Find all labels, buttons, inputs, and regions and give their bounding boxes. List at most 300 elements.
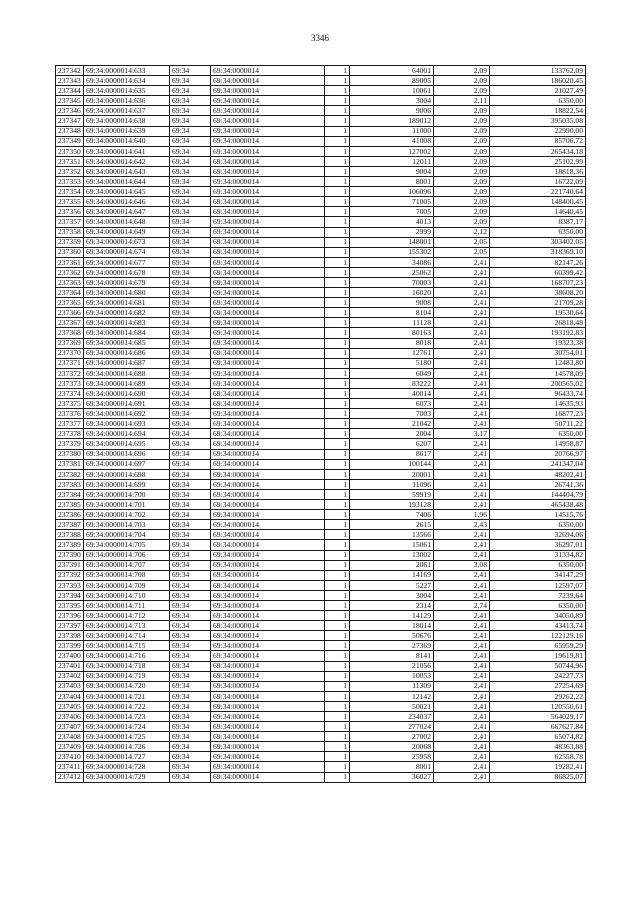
table-row [56, 671, 586, 681]
cadastral-number-cell: 69:34:0000014:728 [84, 762, 170, 772]
cadastral-value-cell: 48202,41 [490, 469, 586, 479]
area-cell: 18014 [350, 621, 434, 631]
area-cell: 155302 [350, 247, 434, 257]
cadastral-number-cell: 69:34:0000014:724 [84, 722, 170, 732]
cadastral-block-cell: 69:34:0000014 [211, 540, 325, 550]
table-row [56, 469, 586, 479]
count-cell: 1 [325, 449, 350, 459]
table-row [56, 479, 586, 489]
rate-cell: 2,41 [434, 318, 490, 328]
cadastral-block-cell: 69:34:0000014 [211, 600, 325, 610]
cadastral-number-cell: 69:34:0000014:633 [84, 66, 170, 76]
rate-cell: 2,09 [434, 166, 490, 176]
area-cell: 12761 [350, 348, 434, 358]
count-cell: 1 [325, 156, 350, 166]
row-number-cell: 237377 [56, 419, 84, 429]
count-cell: 1 [325, 227, 350, 237]
count-cell: 1 [325, 510, 350, 520]
row-number-cell: 237368 [56, 328, 84, 338]
cadastral-block-cell: 69:34:0000014 [211, 298, 325, 308]
row-number-cell: 237382 [56, 469, 84, 479]
cadastral-block-cell: 69:34:0000014 [211, 671, 325, 681]
row-number-cell: 237398 [56, 631, 84, 641]
rate-cell: 2,41 [434, 489, 490, 499]
cadastral-number-cell: 69:34:0000014:707 [84, 560, 170, 570]
area-cell: 2004 [350, 429, 434, 439]
region-code-cell: 69:34 [170, 389, 211, 399]
cadastral-block-cell: 69:34:0000014 [211, 732, 325, 742]
count-cell: 1 [325, 136, 350, 146]
cadastral-block-cell: 69:34:0000014 [211, 358, 325, 368]
cadastral-value-cell: 12483,80 [490, 358, 586, 368]
count-cell: 1 [325, 96, 350, 106]
count-cell: 1 [325, 328, 350, 338]
cadastral-number-cell: 69:34:0000014:690 [84, 389, 170, 399]
cadastral-number-cell: 69:34:0000014:691 [84, 399, 170, 409]
rate-cell: 2,41 [434, 399, 490, 409]
cadastral-number-cell: 69:34:0000014:637 [84, 106, 170, 116]
rate-cell: 3,08 [434, 560, 490, 570]
cadastral-block-cell: 69:34:0000014 [211, 86, 325, 96]
rate-cell: 2,41 [434, 479, 490, 489]
table-row [56, 611, 586, 621]
count-cell: 1 [325, 318, 350, 328]
region-code-cell: 69:34 [170, 651, 211, 661]
row-number-cell: 237354 [56, 187, 84, 197]
rate-cell: 2,09 [434, 126, 490, 136]
table-row [56, 66, 586, 76]
cadastral-block-cell: 69:34:0000014 [211, 459, 325, 469]
rate-cell: 2,41 [434, 550, 490, 560]
cadastral-block-cell: 69:34:0000014 [211, 197, 325, 207]
cadastral-block-cell: 69:34:0000014 [211, 277, 325, 287]
table-row [56, 146, 586, 156]
table-row [56, 247, 586, 257]
area-cell: 12142 [350, 691, 434, 701]
region-code-cell: 69:34 [170, 106, 211, 116]
cadastral-block-cell: 69:34:0000014 [211, 66, 325, 76]
table-body [56, 66, 586, 783]
cadastral-number-cell: 69:34:0000014:726 [84, 742, 170, 752]
cadastral-value-cell: 200565,02 [490, 378, 586, 388]
region-code-cell: 69:34 [170, 429, 211, 439]
rate-cell: 2,41 [434, 641, 490, 651]
cadastral-value-cell: 18818,36 [490, 166, 586, 176]
table-row [56, 237, 586, 247]
area-cell: 7003 [350, 409, 434, 419]
count-cell: 1 [325, 560, 350, 570]
table-row [56, 399, 586, 409]
table-row [56, 217, 586, 227]
region-code-cell: 69:34 [170, 197, 211, 207]
rate-cell: 2,09 [434, 86, 490, 96]
table-row [56, 570, 586, 580]
cadastral-value-cell: 14958,87 [490, 439, 586, 449]
row-number-cell: 237372 [56, 368, 84, 378]
region-code-cell: 69:34 [170, 318, 211, 328]
rate-cell: 2,41 [434, 752, 490, 762]
cadastral-number-cell: 69:34:0000014:681 [84, 298, 170, 308]
rate-cell: 2,41 [434, 701, 490, 711]
cadastral-block-cell: 69:34:0000014 [211, 237, 325, 247]
cadastral-number-cell: 69:34:0000014:710 [84, 590, 170, 600]
region-code-cell: 69:34 [170, 489, 211, 499]
area-cell: 80163 [350, 328, 434, 338]
cadastral-block-cell: 69:34:0000014 [211, 187, 325, 197]
cadastral-number-cell: 69:34:0000014:636 [84, 96, 170, 106]
row-number-cell: 237378 [56, 429, 84, 439]
table-row [56, 257, 586, 267]
row-number-cell: 237409 [56, 742, 84, 752]
count-cell: 1 [325, 459, 350, 469]
table-row [56, 106, 586, 116]
row-number-cell: 237393 [56, 580, 84, 590]
rate-cell: 2,41 [434, 277, 490, 287]
area-cell: 13566 [350, 530, 434, 540]
count-cell: 1 [325, 742, 350, 752]
row-number-cell: 237406 [56, 712, 84, 722]
cadastral-value-cell: 96433,74 [490, 389, 586, 399]
table-row [56, 156, 586, 166]
cadastral-block-cell: 69:34:0000014 [211, 510, 325, 520]
area-cell: 2999 [350, 227, 434, 237]
cadastral-value-cell: 667627,84 [490, 722, 586, 732]
row-number-cell: 237348 [56, 126, 84, 136]
region-code-cell: 69:34 [170, 469, 211, 479]
region-code-cell: 69:34 [170, 550, 211, 560]
area-cell: 14169 [350, 570, 434, 580]
area-cell: 41008 [350, 136, 434, 146]
cadastral-number-cell: 69:34:0000014:705 [84, 540, 170, 550]
cadastral-block-cell: 69:34:0000014 [211, 520, 325, 530]
count-cell: 1 [325, 298, 350, 308]
count-cell: 1 [325, 489, 350, 499]
row-number-cell: 237384 [56, 489, 84, 499]
area-cell: 7005 [350, 207, 434, 217]
row-number-cell: 237349 [56, 136, 84, 146]
area-cell: 16020 [350, 288, 434, 298]
count-cell: 1 [325, 429, 350, 439]
area-cell: 2615 [350, 520, 434, 530]
table-row [56, 267, 586, 277]
row-number-cell: 237379 [56, 439, 84, 449]
table-row [56, 298, 586, 308]
row-number-cell: 237356 [56, 207, 84, 217]
table-row [56, 722, 586, 732]
cadastral-value-cell: 6350,00 [490, 600, 586, 610]
region-code-cell: 69:34 [170, 590, 211, 600]
cadastral-number-cell: 69:34:0000014:641 [84, 146, 170, 156]
table-row [56, 389, 586, 399]
rate-cell: 2,41 [434, 540, 490, 550]
row-number-cell: 237408 [56, 732, 84, 742]
cadastral-value-cell: 27254,69 [490, 681, 586, 691]
row-number-cell: 237403 [56, 681, 84, 691]
rate-cell: 2,41 [434, 732, 490, 742]
table-row [56, 752, 586, 762]
area-cell: 5227 [350, 580, 434, 590]
cadastral-value-cell: 25102,99 [490, 156, 586, 166]
region-code-cell: 69:34 [170, 621, 211, 631]
cadastral-block-cell: 69:34:0000014 [211, 560, 325, 570]
area-cell: 10053 [350, 671, 434, 681]
table-row [56, 540, 586, 550]
cadastral-block-cell: 69:34:0000014 [211, 368, 325, 378]
region-code-cell: 69:34 [170, 691, 211, 701]
cadastral-block-cell: 69:34:0000014 [211, 722, 325, 732]
area-cell: 25958 [350, 752, 434, 762]
cadastral-number-cell: 69:34:0000014:674 [84, 247, 170, 257]
count-cell: 1 [325, 712, 350, 722]
count-cell: 1 [325, 277, 350, 287]
row-number-cell: 237388 [56, 530, 84, 540]
cadastral-number-cell: 69:34:0000014:679 [84, 277, 170, 287]
row-number-cell: 237352 [56, 166, 84, 176]
region-code-cell: 69:34 [170, 399, 211, 409]
cadastral-value-cell: 34050,89 [490, 611, 586, 621]
rate-cell: 2,41 [434, 257, 490, 267]
rate-cell: 2,41 [434, 570, 490, 580]
rate-cell: 2,74 [434, 600, 490, 610]
table-row [56, 681, 586, 691]
cadastral-block-cell: 69:34:0000014 [211, 177, 325, 187]
area-cell: 70003 [350, 277, 434, 287]
cadastral-number-cell: 69:34:0000014:701 [84, 500, 170, 510]
cadastral-number-cell: 69:34:0000014:635 [84, 86, 170, 96]
count-cell: 1 [325, 500, 350, 510]
table-row [56, 328, 586, 338]
cadastral-value-cell: 86825,07 [490, 772, 586, 782]
area-cell: 13002 [350, 550, 434, 560]
cadastral-number-cell: 69:34:0000014:645 [84, 187, 170, 197]
table-row [56, 197, 586, 207]
area-cell: 50676 [350, 631, 434, 641]
cadastral-value-cell: 7239,64 [490, 590, 586, 600]
table-row [56, 651, 586, 661]
row-number-cell: 237397 [56, 621, 84, 631]
table-row [56, 338, 586, 348]
table-row [56, 348, 586, 358]
cadastral-value-cell: 38608,20 [490, 288, 586, 298]
cadastral-number-cell: 69:34:0000014:634 [84, 76, 170, 86]
region-code-cell: 69:34 [170, 419, 211, 429]
table-row [56, 641, 586, 651]
rate-cell: 2,41 [434, 722, 490, 732]
area-cell: 83222 [350, 378, 434, 388]
rate-cell: 2,41 [434, 419, 490, 429]
count-cell: 1 [325, 288, 350, 298]
table-row [56, 742, 586, 752]
table-row [56, 520, 586, 530]
cadastral-block-cell: 69:34:0000014 [211, 96, 325, 106]
area-cell: 148001 [350, 237, 434, 247]
cadastral-value-cell: 50711,22 [490, 419, 586, 429]
rate-cell: 2,41 [434, 500, 490, 510]
cadastral-number-cell: 69:34:0000014:639 [84, 126, 170, 136]
cadastral-value-cell: 265434,18 [490, 146, 586, 156]
row-number-cell: 237362 [56, 267, 84, 277]
cadastral-number-cell: 69:34:0000014:692 [84, 409, 170, 419]
cadastral-number-cell: 69:34:0000014:697 [84, 459, 170, 469]
area-cell: 15061 [350, 540, 434, 550]
region-code-cell: 69:34 [170, 136, 211, 146]
cadastral-block-cell: 69:34:0000014 [211, 399, 325, 409]
region-code-cell: 69:34 [170, 187, 211, 197]
table-row [56, 439, 586, 449]
row-number-cell: 237385 [56, 500, 84, 510]
cadastral-number-cell: 69:34:0000014:642 [84, 156, 170, 166]
cadastral-value-cell: 21709,28 [490, 298, 586, 308]
area-cell: 10061 [350, 86, 434, 96]
cadastral-value-cell: 14635,93 [490, 399, 586, 409]
cadastral-block-cell: 69:34:0000014 [211, 469, 325, 479]
area-cell: 11128 [350, 318, 434, 328]
table-row [56, 136, 586, 146]
row-number-cell: 237358 [56, 227, 84, 237]
region-code-cell: 69:34 [170, 722, 211, 732]
table-row [56, 116, 586, 126]
row-number-cell: 237374 [56, 389, 84, 399]
cadastral-value-cell: 14640,45 [490, 207, 586, 217]
count-cell: 1 [325, 439, 350, 449]
row-number-cell: 237363 [56, 277, 84, 287]
region-code-cell: 69:34 [170, 146, 211, 156]
rate-cell: 2,09 [434, 217, 490, 227]
cadastral-number-cell: 69:34:0000014:703 [84, 520, 170, 530]
count-cell: 1 [325, 76, 350, 86]
cadastral-block-cell: 69:34:0000014 [211, 611, 325, 621]
cadastral-block-cell: 69:34:0000014 [211, 590, 325, 600]
area-cell: 9004 [350, 166, 434, 176]
cadastral-number-cell: 69:34:0000014:694 [84, 429, 170, 439]
cadastral-block-cell: 69:34:0000014 [211, 701, 325, 711]
cadastral-value-cell: 148400,45 [490, 197, 586, 207]
cadastral-value-cell: 19323,38 [490, 338, 586, 348]
area-cell: 5180 [350, 358, 434, 368]
cadastral-number-cell: 69:34:0000014:712 [84, 611, 170, 621]
table-row [56, 318, 586, 328]
count-cell: 1 [325, 419, 350, 429]
region-code-cell: 69:34 [170, 520, 211, 530]
cadastral-value-cell: 82147,26 [490, 257, 586, 267]
cadastral-number-cell: 69:34:0000014:687 [84, 358, 170, 368]
area-cell: 8018 [350, 338, 434, 348]
cadastral-number-cell: 69:34:0000014:725 [84, 732, 170, 742]
row-number-cell: 237375 [56, 399, 84, 409]
area-cell: 11309 [350, 681, 434, 691]
rate-cell: 2,09 [434, 146, 490, 156]
cadastral-block-cell: 69:34:0000014 [211, 207, 325, 217]
cadastral-block-cell: 69:34:0000014 [211, 378, 325, 388]
region-code-cell: 69:34 [170, 762, 211, 772]
cadastral-number-cell: 69:34:0000014:696 [84, 449, 170, 459]
row-number-cell: 237392 [56, 570, 84, 580]
cadastral-value-cell: 395035,08 [490, 116, 586, 126]
row-number-cell: 237359 [56, 237, 84, 247]
region-code-cell: 69:34 [170, 348, 211, 358]
cadastral-value-cell: 19282,41 [490, 762, 586, 772]
table-row [56, 712, 586, 722]
area-cell: 2314 [350, 600, 434, 610]
count-cell: 1 [325, 570, 350, 580]
count-cell: 1 [325, 621, 350, 631]
region-code-cell: 69:34 [170, 742, 211, 752]
cadastral-number-cell: 69:34:0000014:704 [84, 530, 170, 540]
row-number-cell: 237391 [56, 560, 84, 570]
table-row [56, 550, 586, 560]
cadastral-number-cell: 69:34:0000014:644 [84, 177, 170, 187]
row-number-cell: 237400 [56, 651, 84, 661]
area-cell: 40014 [350, 389, 434, 399]
region-code-cell: 69:34 [170, 86, 211, 96]
area-cell: 9008 [350, 298, 434, 308]
cadastral-number-cell: 69:34:0000014:716 [84, 651, 170, 661]
rate-cell: 2,09 [434, 207, 490, 217]
rate-cell: 2,41 [434, 308, 490, 318]
count-cell: 1 [325, 197, 350, 207]
cadastral-value-table [55, 65, 586, 783]
count-cell: 1 [325, 772, 350, 782]
region-code-cell: 69:34 [170, 267, 211, 277]
count-cell: 1 [325, 409, 350, 419]
table-row [56, 732, 586, 742]
cadastral-block-cell: 69:34:0000014 [211, 429, 325, 439]
cadastral-block-cell: 69:34:0000014 [211, 479, 325, 489]
region-code-cell: 69:34 [170, 288, 211, 298]
cadastral-number-cell: 69:34:0000014:684 [84, 328, 170, 338]
row-number-cell: 237376 [56, 409, 84, 419]
cadastral-number-cell: 69:34:0000014:683 [84, 318, 170, 328]
rate-cell: 2,41 [434, 590, 490, 600]
cadastral-block-cell: 69:34:0000014 [211, 328, 325, 338]
cadastral-value-cell: 14578,09 [490, 368, 586, 378]
cadastral-value-cell: 6350,00 [490, 96, 586, 106]
region-code-cell: 69:34 [170, 156, 211, 166]
area-cell: 3004 [350, 96, 434, 106]
row-number-cell: 237357 [56, 217, 84, 227]
count-cell: 1 [325, 106, 350, 116]
cadastral-block-cell: 69:34:0000014 [211, 762, 325, 772]
cadastral-number-cell: 69:34:0000014:722 [84, 701, 170, 711]
region-code-cell: 69:34 [170, 96, 211, 106]
rate-cell: 2,41 [434, 368, 490, 378]
row-number-cell: 237345 [56, 96, 84, 106]
rate-cell: 2,09 [434, 116, 490, 126]
count-cell: 1 [325, 722, 350, 732]
table-row [56, 187, 586, 197]
cadastral-block-cell: 69:34:0000014 [211, 691, 325, 701]
count-cell: 1 [325, 540, 350, 550]
region-code-cell: 69:34 [170, 712, 211, 722]
region-code-cell: 69:34 [170, 500, 211, 510]
cadastral-value-cell: 122129,16 [490, 631, 586, 641]
rate-cell: 2,43 [434, 520, 490, 530]
rate-cell: 2,09 [434, 76, 490, 86]
count-cell: 1 [325, 641, 350, 651]
region-code-cell: 69:34 [170, 217, 211, 227]
area-cell: 71005 [350, 197, 434, 207]
table-row [56, 96, 586, 106]
count-cell: 1 [325, 338, 350, 348]
table-row [56, 288, 586, 298]
cadastral-block-cell: 69:34:0000014 [211, 257, 325, 267]
region-code-cell: 69:34 [170, 237, 211, 247]
region-code-cell: 69:34 [170, 641, 211, 651]
cadastral-value-cell: 19619,81 [490, 651, 586, 661]
cadastral-value-cell: 34147,29 [490, 570, 586, 580]
row-number-cell: 237369 [56, 338, 84, 348]
rate-cell: 2,09 [434, 66, 490, 76]
